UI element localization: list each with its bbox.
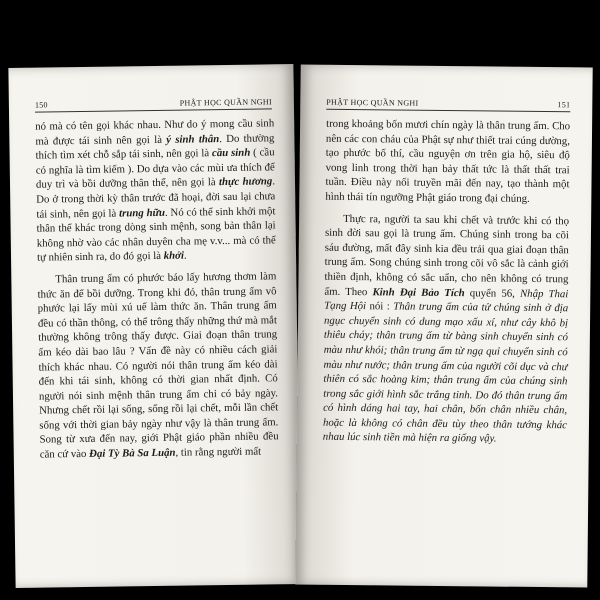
text-run: Thân trung ấm có phước báo lấy hương thơm làm thức ăn để bồi dưỡng. Trong khi đó, thân trung ấm vô phước lại lấy mùi xú uế làm thức ăn. Thân trung ấm đều có thần thông, có thể trông thấy những thứ mà mắt thường không trông thấy được. Giai đoạn thân trung ấm kéo dài bao lâu ? Vấn đề này có nhiều cách giải thích khác nhau. Có người nói thân trung ấm kéo dài đến khi tái sinh, không có thời gian nhất định. Có người nói sinh mệnh thân trung ấm chỉ có bảy ngày. Nhưng chết rồi lại sống, sống rồi lại chết, mỗi lần chết sống với thời gian bảy ngày như vậy là thân trung ấm. Song từ xưa đến nay, giới Phật giáo phần nhiều đều căn cứ vào — [37, 270, 279, 461]
emphasized-term: Đại Tỳ Bà Sa Luận — [89, 446, 176, 460]
emphasized-term: khởi — [163, 249, 185, 263]
left-page-header — [35, 94, 272, 112]
text-run: . Do ở trong thời kỳ thân trước đã hoại, đời sau lại chưa tái sinh, nên gọi là — [36, 175, 276, 221]
right-running-title: PHẬT HỌC QUẦN NGHI — [326, 97, 419, 108]
right-page-number: 151 — [557, 100, 571, 110]
text-run: . Nó có thể sinh khởi một thân thể khác trong dòng sinh mệnh, song bản thân lại không nhờ vào các nhân duyên cha mẹ v.v... mà có thể tự nhiên sinh ra, do đó gọi là — [36, 204, 276, 264]
italic-text: Nhập Thai Tạng Hội — [324, 287, 569, 313]
emphasized-term: Kinh Đại Bảo Tích — [372, 285, 465, 299]
text-run: . Do thường thích tìm xét chỗ sắp tái sinh, nên gọi là — [35, 131, 275, 162]
emphasized-term: trung hữu — [119, 206, 166, 220]
text-run: . — [183, 249, 187, 262]
emphasized-term: ý sinh thân — [166, 132, 220, 146]
right-page-header — [326, 95, 570, 113]
text-run: , tin rằng người mất — [175, 445, 262, 459]
left-page — [8, 64, 300, 588]
text-run: Thực ra, người ta sau khi chết và trước khi có thọ sinh đời sau gọi là trung ấm. Chúng sinh trong ba cõi sáu đường, mất đây sinh kia đều trải qua giai đoạn thân trung ấm. Song chúng sinh trong cõi vô sắc là cảnh giới thiền định, không có sắc uẩn, cho nên không có trung ấm. Theo — [324, 212, 570, 298]
left-page-number: 150 — [34, 100, 48, 110]
text-run: nó mà có tên gọi khác nhau. Như do ý mong cầu sinh mà được tái sinh nên gọi là — [35, 117, 275, 148]
right-page-body — [323, 117, 570, 455]
left-paragraph-2 — [37, 269, 279, 462]
right-paragraph-1 — [325, 117, 570, 207]
text-run: trong khoảng bốn mươi chín ngày là thân trung ấm. Cho nên các con cháu của Phật sự như thiết trai cúng dường, tạo phước bố thí, cầu nguyện ơn trên gia hộ, siêu độ vong linh trong thời hạn bảy thất tức là thất thất trai tuần. Điều này nối truyền mãi đến nay, tạo thành một hình thái tín ngưỡng Phật giáo trong đại chúng. — [325, 117, 571, 205]
emphasized-term: thực hương — [218, 175, 273, 189]
left-page-body — [35, 116, 279, 469]
left-running-title: PHẬT HỌC QUẦN NGHI — [179, 97, 272, 108]
right-page — [295, 64, 592, 587]
right-paragraph-2 — [323, 211, 569, 447]
text-run: nói : — [365, 300, 394, 313]
emphasized-term: cầu sinh — [211, 146, 251, 160]
text-run: quyển 56, — [464, 286, 521, 300]
italic-text: Thân trung ấm của tử chúng sinh ở địa ngục chuyển sinh có dung mạo xấu xí, như cây khô bị thiêu cháy; thân trung ấm từ bàng sinh chuyển sinh có màu như khói; thân trung ấm từ ngạ quỉ chuyển sinh có màu như nước; thân trung ấm của người cõi dục và chư thiên có sắc hoàng kim; thân trung ấm của chúng sinh trong sắc giới hình sắc trắng tinh. Do đó thân trung ấm có hình dáng hai tay, hai chân, bốn chân nhiều chân, hoặc là không có chân đều tùy theo thân tướng khác nhau lúc sinh tiền mà hiện ra giống vậy. — [322, 300, 569, 446]
text-run: ( cầu có nghĩa là tìm kiếm ). Do dựa vào các mùi ưa thích để duy trì và bồi dưỡng thân thể, nên gọi là — [35, 146, 275, 192]
left-paragraph-1 — [35, 116, 276, 265]
